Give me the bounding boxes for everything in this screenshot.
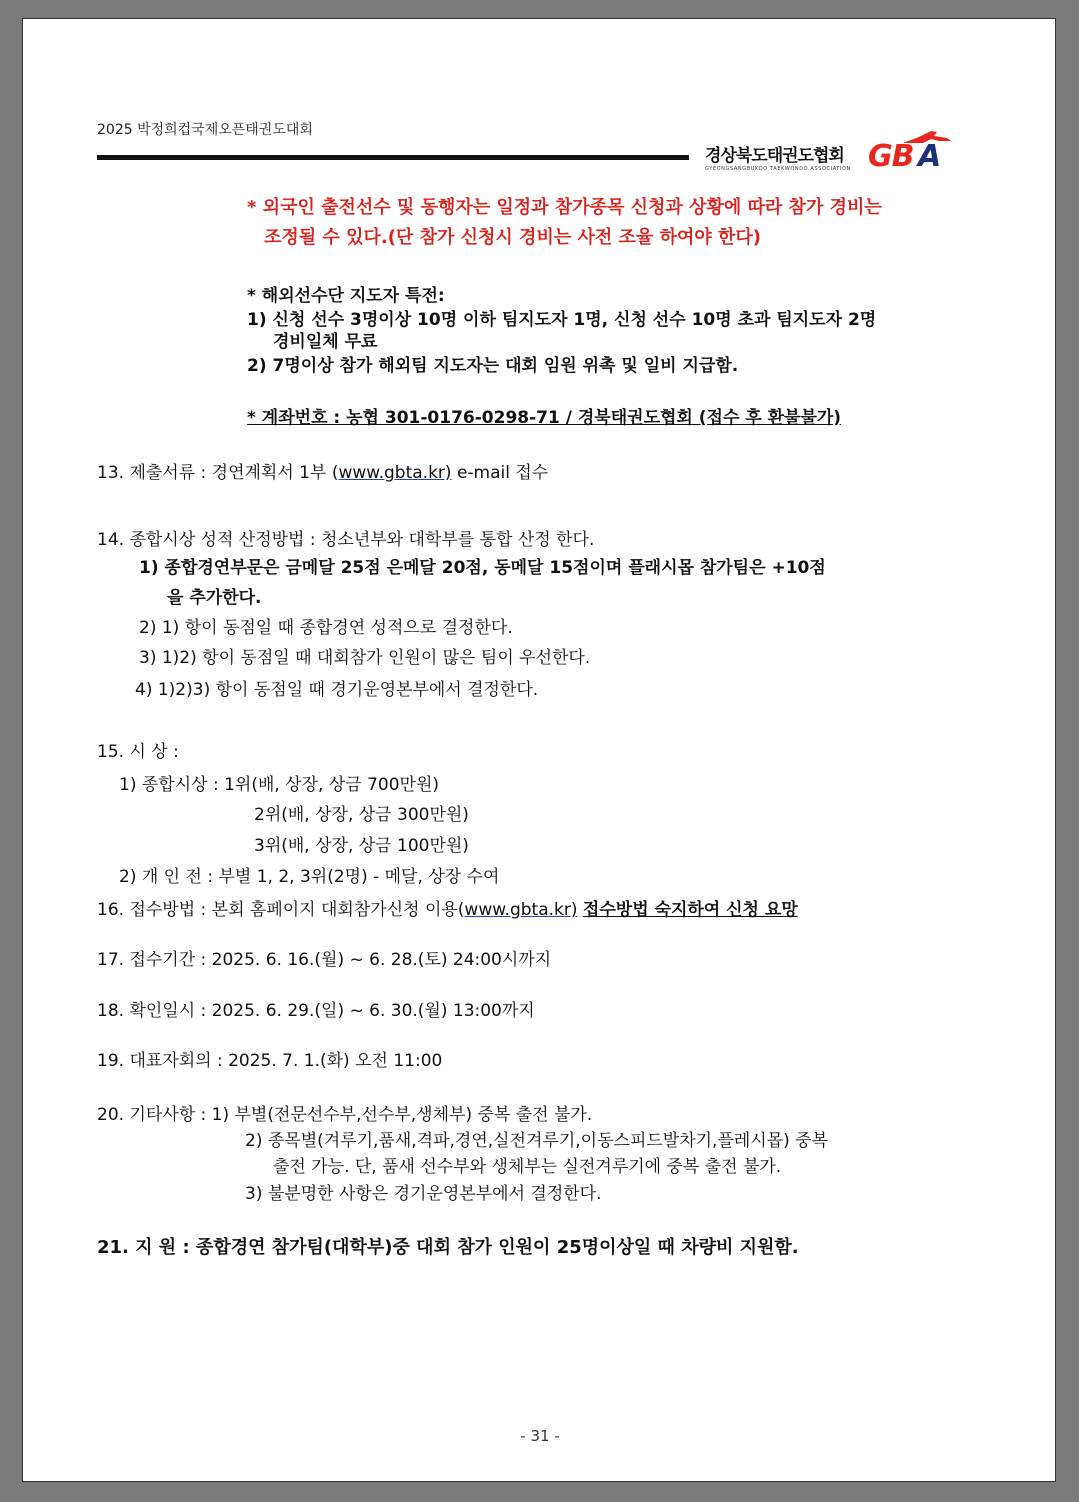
logo-gb: GB [868,139,914,174]
foreign-notice-line1: * 외국인 출전선수 및 동행자는 일정과 참가종목 신청과 상황에 따라 참가 경비는 [247,197,882,218]
section-16-emphasis: 접수방법 숙지하여 신청 요망 [582,900,798,920]
section-14-item1-line1: 1) 종합경연부문은 금메달 25점 은메달 20점, 동메달 15점이며 플래시몹 참가팀은 +10점 [139,558,826,578]
section-13-prefix: 13. 제출서류 : 경연계획서 1부 ( [97,463,339,483]
header-title: 2025 박정희컵국제오픈태권도대회 [97,122,313,138]
section-18: 18. 확인일시 : 2025. 6. 29.(일) ~ 6. 30.(월) 13:00까지 [97,1001,535,1021]
section-13 [97,458,548,483]
section-20-item1: 20. 기타사항 : 1) 부별(전문선수부,선수부,생체부) 중복 출전 불가. [97,1105,593,1125]
section-14-item2: 2) 1) 항이 동점일 때 종합경연 성적으로 결정한다. [139,618,513,638]
section-15-title: 15. 시 상 : [97,742,179,762]
gbta-logo [703,129,963,177]
page-number: - 31 - [520,1427,560,1445]
logo-english-text: GYEONGSANGBUKDO TAEKWONDO ASSOCIATION [705,166,851,172]
section-13-suffix: e-mail 접수 [451,463,549,483]
foreign-notice-line2: 조정될 수 있다.(단 참가 신청시 경비는 사전 조율 하여야 한다) [264,227,761,248]
section-20-item2-line2: 출전 가능. 단, 품새 선수부와 생체부는 실전겨루기에 중복 출전 불가. [273,1157,782,1177]
bank-account: * 계좌번호 : 농협 301-0176-0298-71 / 경북태권도협회 (접수 후 환불불가) [247,408,842,428]
gbta-website-link[interactable]: www.gbta.kr) [338,463,452,483]
section-17: 17. 접수기간 : 2025. 6. 16.(월) ~ 6. 28.(토) 24:00시까지 [97,950,552,970]
coach-privilege-item1-line2: 경비일체 무료 [273,332,378,352]
section-20-item2-line1: 2) 종목별(겨루기,품새,격파,경연,실전겨루기,이동스피드발차기,플레시몹) 중복 [245,1131,829,1151]
section-16 [97,895,798,920]
section-14-item3: 3) 1)2) 항이 동점일 때 대회참가 인원이 많은 팀이 우선한다. [139,648,591,668]
section-14-item4: 4) 1)2)3) 항이 동점일 때 경기운영본부에서 결정한다. [135,680,539,700]
section-16-prefix: 16. 접수방법 : 본회 홈페이지 대회참가신청 이용( [97,900,465,920]
document-page [22,18,1056,1482]
coach-privilege-item2: 2) 7명이상 참가 해외팀 지도자는 대회 임원 위촉 및 일비 지급함. [247,356,739,376]
header-rule [97,155,689,160]
coach-privilege-item1-line1: 1) 신청 선수 3명이상 10명 이하 팀지도자 1명, 신청 선수 10명 초과 팀지도자 2명 [247,310,877,330]
logo-a: A [918,139,942,174]
section-20-item3: 3) 불분명한 사항은 경기운영본부에서 결정한다. [245,1184,602,1204]
section-14-title: 14. 종합시상 성적 산정방법 : 청소년부와 대학부를 통합 산정 한다. [97,530,595,550]
section-19: 19. 대표자회의 : 2025. 7. 1.(화) 오전 11:00 [97,1051,443,1071]
section-15-individual: 2) 개 인 전 : 부별 1, 2, 3위(2명) - 메달, 상장 수여 [119,867,500,887]
section-15-overall-first: 1) 종합시상 : 1위(배, 상장, 상금 700만원) [119,775,439,795]
section-14-item1-line2: 을 추가한다. [167,588,262,608]
coach-privilege-title: * 해외선수단 지도자 특전: [247,286,445,306]
section-15-overall-second: 2위(배, 상장, 상금 300만원) [254,805,469,825]
gbta-registration-link[interactable]: www.gbta.kr) [464,900,578,920]
logo-korean-text: 경상북도태권도협회 [705,146,844,166]
section-15-overall-third: 3위(배, 상장, 상금 100만원) [254,836,469,856]
section-21: 21. 지 원 : 종합경연 참가팀(대학부)중 대회 참가 인원이 25명이상일 때 차량비 지원함. [97,1237,799,1258]
